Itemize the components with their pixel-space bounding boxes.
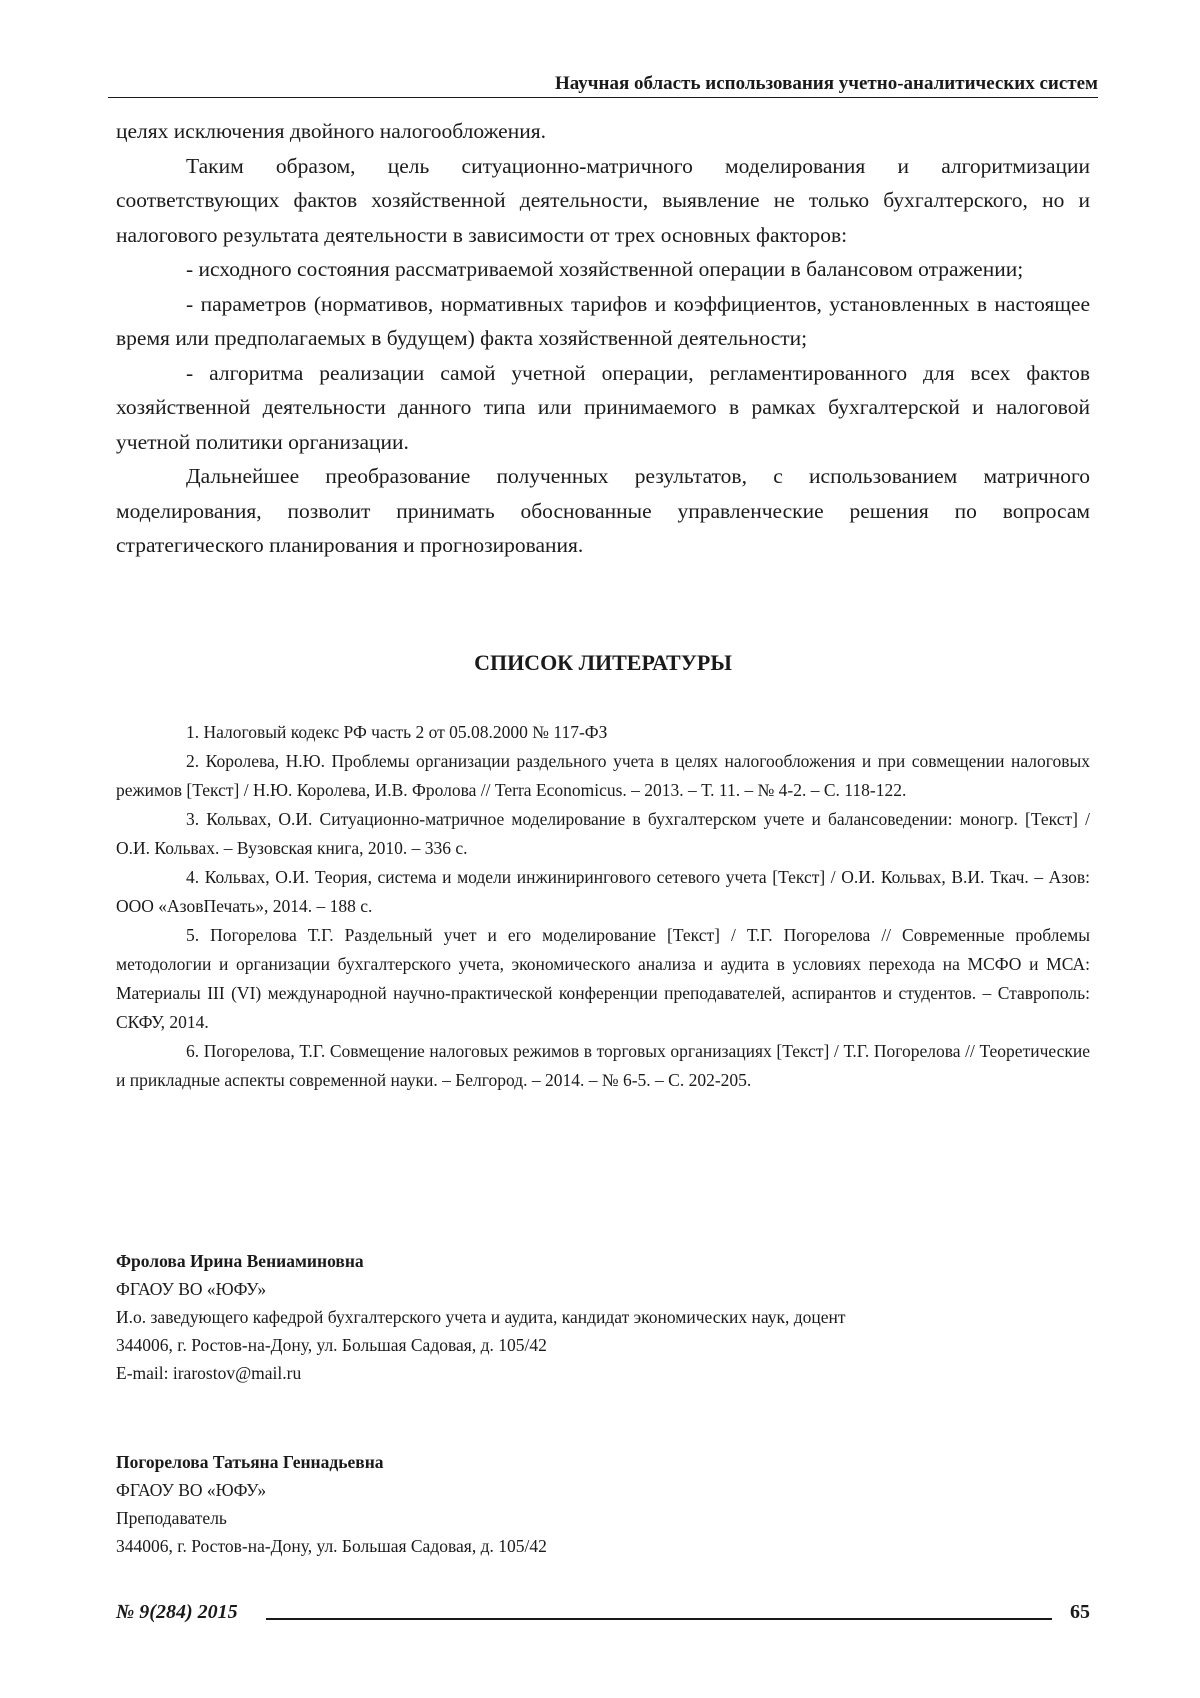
issue-number: № 9(284) 2015 <box>116 1597 238 1627</box>
body-list-item: - исходного состояния рассматриваемой хозяйственной операции в балансовом отражении; <box>116 252 1090 287</box>
body-list-item: - алгоритма реализации самой учетной операции, регламентированного для всех фактов хозяйственной деятельности данного типа или принимаемого в рамках бухгалтерской и налоговой учетной политики организации. <box>116 356 1090 460</box>
footer-rule <box>266 1618 1052 1620</box>
body-paragraph: Таким образом, цель ситуационно-матричного моделирования и алгоритмизации соответствующих фактов хозяйственной деятельности, выявление не только бухгалтерского, но и налогового результата деятельности в зависимости от трех основных факторов: <box>116 149 1090 253</box>
author-organization: ФГАОУ ВО «ЮФУ» <box>116 1275 1090 1303</box>
reference-item: 1. Налоговый кодекс РФ часть 2 от 05.08.2000 № 117-ФЗ <box>116 718 1090 747</box>
author-email: E-mail: irarostov@mail.ru <box>116 1359 1090 1387</box>
page-number: 65 <box>1070 1597 1090 1627</box>
author-name: Погорелова Татьяна Геннадьевна <box>116 1448 1090 1476</box>
body-list-item: - параметров (нормативов, нормативных тарифов и коэффициентов, установленных в настоящее время или предполагаемых в будущем) факта хозяйственной деятельности; <box>116 287 1090 356</box>
reference-item: 5. Погорелова Т.Г. Раздельный учет и его моделирование [Текст] / Т.Г. Погорелова // Современные проблемы методологии и организации бухгалтерского учета, экономического анализа и аудита в условиях перехода на МСФО и МСА: Материалы III (VI) международной научно-практической конференции преподавателей, аспирантов и студентов. – Ставрополь: СКФУ, 2014. <box>116 921 1090 1037</box>
author-block <box>116 1448 1090 1560</box>
body-paragraph: Дальнейшее преобразование полученных результатов, с использованием матричного моделирования, позволит принимать обоснованные управленческие решения по вопросам стратегического планирования и прогнозирования. <box>116 459 1090 563</box>
running-header: Научная область использования учетно-аналитических систем <box>108 72 1098 98</box>
author-position: Преподаватель <box>116 1504 1090 1532</box>
references-heading: СПИСОК ЛИТЕРАТУРЫ <box>116 648 1090 678</box>
author-address: 344006, г. Ростов-на-Дону, ул. Большая Садовая, д. 105/42 <box>116 1331 1090 1359</box>
author-block <box>116 1247 1090 1387</box>
author-position: И.о. заведующего кафедрой бухгалтерского учета и аудита, кандидат экономических наук, доцент <box>116 1303 1090 1331</box>
journal-page <box>0 0 1200 1698</box>
reference-item: 6. Погорелова, Т.Г. Совмещение налоговых режимов в торговых организациях [Текст] / Т.Г. Погорелова // Теоретические и прикладные аспекты современной науки. – Белгород. – 2014. – № 6-5. – С. 202-205. <box>116 1037 1090 1095</box>
body-paragraph: целях исключения двойного налогообложения. <box>116 114 1090 149</box>
reference-item: 2. Королева, Н.Ю. Проблемы организации раздельного учета в целях налогообложения и при совмещении налоговых режимов [Текст] / Н.Ю. Королева, И.В. Фролова // Terra Economicus. – 2013. – Т. 11. – № 4-2. – С. 118-122. <box>116 747 1090 805</box>
author-name: Фролова Ирина Вениаминовна <box>116 1247 1090 1275</box>
references-list <box>116 718 1090 1095</box>
reference-item: 3. Кольвах, О.И. Ситуационно-матричное моделирование в бухгалтерском учете и балансоведении: моногр. [Текст] / О.И. Кольвах. – Вузовская книга, 2010. – 336 с. <box>116 805 1090 863</box>
reference-item: 4. Кольвах, О.И. Теория, система и модели инжинирингового сетевого учета [Текст] / О.И. Кольвах, В.И. Ткач. – Азов: ООО «АзовПечать», 2014. – 188 с. <box>116 863 1090 921</box>
author-organization: ФГАОУ ВО «ЮФУ» <box>116 1476 1090 1504</box>
author-address: 344006, г. Ростов-на-Дону, ул. Большая Садовая, д. 105/42 <box>116 1532 1090 1560</box>
page-footer <box>116 1597 1090 1627</box>
article-body <box>116 114 1090 563</box>
